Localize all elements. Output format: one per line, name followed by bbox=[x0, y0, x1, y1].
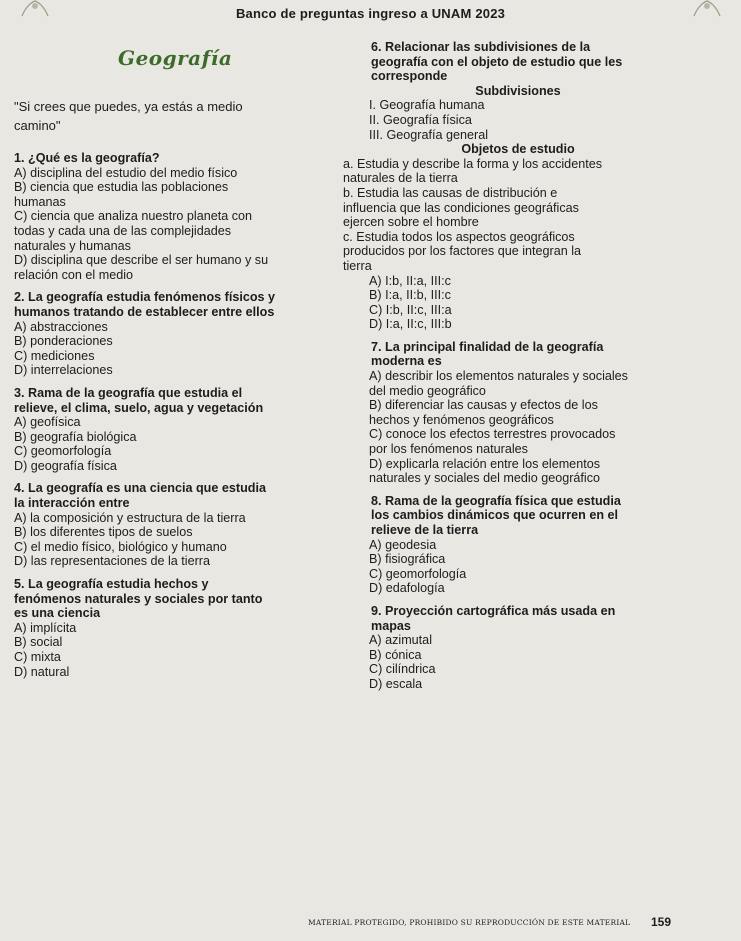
question-text: 2. La geografía estudia fenómenos físicos y bbox=[14, 290, 276, 305]
answer-option-cont: todas y cada una de las complejidades bbox=[14, 223, 232, 238]
question-text: fenómenos naturales y sociales por tanto bbox=[14, 591, 263, 606]
copyright-notice: MATERIAL PROTEGIDO, PROHIBIDO SU REPRODUCCIÓN DE ESTE MATERIAL bbox=[308, 918, 631, 927]
question-text: 5. La geografía estudia hechos y bbox=[14, 577, 209, 592]
question-7 bbox=[343, 340, 733, 486]
q6-options bbox=[343, 274, 733, 332]
answer-option[interactable]: D) interrelaciones bbox=[14, 363, 113, 378]
question-text: humanos tratando de establecer entre ellos bbox=[14, 304, 275, 319]
answer-option[interactable]: B) social bbox=[14, 635, 63, 650]
answer-option[interactable]: B) cónica bbox=[369, 647, 422, 662]
answer-option[interactable]: C) el medio físico, biológico y humano bbox=[14, 539, 227, 554]
answer-option[interactable]: A) describir los elementos naturales y sociales bbox=[369, 369, 628, 384]
answer-option[interactable]: D) disciplina que describe el ser humano y su bbox=[14, 253, 269, 268]
question-4 bbox=[14, 481, 344, 569]
question-text: es una ciencia bbox=[14, 606, 101, 621]
question-text: 9. Proyección cartográfica más usada en bbox=[371, 603, 616, 618]
answer-option-cont: humanas bbox=[14, 194, 66, 209]
object-item: c. Estudia todos los aspectos geográficos bbox=[343, 229, 575, 244]
q7-options bbox=[343, 369, 733, 486]
quote-line: "Si crees que puedes, ya estás a medio bbox=[14, 99, 243, 114]
answer-option-cont: por los fenómenos naturales bbox=[369, 442, 528, 457]
answer-option[interactable]: B) fisiográfica bbox=[369, 552, 446, 567]
object-item: b. Estudia las causas de distribución e bbox=[343, 185, 558, 200]
object-item: naturales de la tierra bbox=[343, 171, 458, 186]
question-text: 3. Rama de la geografía que estudia el bbox=[14, 385, 243, 400]
answer-option[interactable]: D) edafología bbox=[369, 581, 445, 596]
object-item: influencia que las condiciones geográficas bbox=[343, 200, 579, 215]
object-item: tierra bbox=[343, 258, 372, 273]
answer-option-cont: relación con el medio bbox=[14, 267, 134, 282]
question-text: relieve de la tierra bbox=[371, 523, 479, 537]
object-item: a. Estudia y describe la forma y los accidentes bbox=[343, 156, 602, 171]
answer-option-cont: naturales y humanas bbox=[14, 238, 131, 253]
page-number: 159 bbox=[651, 915, 672, 929]
answer-option[interactable]: B) diferenciar las causas y efectos de los bbox=[369, 398, 598, 413]
geografia-logo: Geografía bbox=[118, 46, 233, 70]
answer-option[interactable]: A) la composición y estructura de la tierra bbox=[14, 510, 246, 525]
answer-option[interactable]: A) I:b, II:a, III:c bbox=[369, 273, 451, 288]
answer-option-cont: del medio geográfico bbox=[369, 383, 486, 398]
right-column bbox=[343, 40, 733, 700]
answer-option[interactable]: A) geofísica bbox=[14, 415, 81, 430]
question-5 bbox=[14, 577, 344, 679]
question-text: 7. La principal finalidad de la geografía bbox=[371, 339, 604, 354]
question-text: 8. Rama de la geografía física que estudia bbox=[371, 493, 621, 508]
answer-option[interactable]: C) conoce los efectos terrestres provocados bbox=[369, 427, 616, 442]
question-text: corresponde bbox=[371, 69, 448, 84]
subdivisions-heading: Subdivisiones bbox=[475, 83, 561, 98]
motivational-quote bbox=[14, 97, 314, 135]
answer-option[interactable]: B) ponderaciones bbox=[14, 334, 113, 349]
answer-option[interactable]: A) abstracciones bbox=[14, 319, 108, 334]
objects-list bbox=[343, 157, 733, 274]
answer-option[interactable]: A) implícita bbox=[14, 620, 77, 635]
answer-option[interactable]: D) geografía física bbox=[14, 458, 117, 473]
subdivision-item: II. Geografía física bbox=[369, 112, 472, 127]
answer-option[interactable]: C) geomorfología bbox=[369, 566, 467, 581]
objects-heading: Objetos de estudio bbox=[461, 142, 575, 157]
question-text: 6. Relacionar las subdivisiones de la bbox=[371, 40, 591, 54]
quote-line: camino" bbox=[14, 118, 61, 133]
answer-option[interactable]: D) las representaciones de la tierra bbox=[14, 554, 210, 569]
question-text: 4. La geografía es una ciencia que estudia bbox=[14, 481, 266, 496]
answer-option[interactable]: B) I:a, II:b, III:c bbox=[369, 288, 451, 303]
page-header-title: Banco de preguntas ingreso a UNAM 2023 bbox=[235, 6, 506, 21]
question-text: geografía con el objeto de estudio que les bbox=[371, 54, 623, 69]
q8-options bbox=[343, 538, 733, 596]
question-3 bbox=[14, 386, 344, 474]
answer-option-cont: naturales y sociales del medio geográfico bbox=[369, 471, 601, 486]
answer-option[interactable]: C) geomorfología bbox=[14, 444, 112, 459]
object-item: producidos por los factores que integran la bbox=[343, 244, 582, 259]
question-6 bbox=[343, 40, 733, 332]
answer-option[interactable]: B) ciencia que estudia las poblaciones bbox=[14, 180, 229, 195]
question-text: relieve, el clima, suelo, agua y vegetación bbox=[14, 400, 264, 415]
answer-option[interactable]: D) explicarla relación entre los elementos bbox=[369, 456, 600, 471]
question-text: la interacción entre bbox=[14, 496, 130, 511]
subdivision-item: III. Geografía general bbox=[369, 127, 489, 142]
answer-option[interactable]: D) natural bbox=[14, 664, 70, 679]
answer-option[interactable]: C) ciencia que analiza nuestro planeta con bbox=[14, 209, 253, 224]
question-text: los cambios dinámicos que ocurren en el bbox=[371, 508, 619, 523]
answer-option[interactable]: A) geodesia bbox=[369, 537, 437, 552]
subdivision-item: I. Geografía humana bbox=[369, 98, 485, 113]
answer-option[interactable]: A) azimutal bbox=[369, 633, 432, 648]
question-text: 1. ¿Qué es la geografía? bbox=[14, 151, 160, 165]
question-2 bbox=[14, 290, 344, 378]
answer-option[interactable]: C) mediciones bbox=[14, 348, 95, 363]
answer-option[interactable]: D) I:a, II:c, III:b bbox=[369, 317, 452, 332]
question-1 bbox=[14, 151, 344, 282]
question-9 bbox=[343, 604, 733, 692]
answer-option-cont: hechos y fenómenos geográficos bbox=[369, 412, 554, 427]
subdivisions-list bbox=[343, 98, 733, 142]
answer-option[interactable]: B) los diferentes tipos de suelos bbox=[14, 525, 193, 540]
question-text: mapas bbox=[371, 618, 411, 633]
object-item: ejercen sobre el hombre bbox=[343, 215, 479, 230]
answer-option[interactable]: A) disciplina del estudio del medio físico bbox=[14, 165, 238, 180]
answer-option[interactable]: C) cilíndrica bbox=[369, 662, 436, 677]
left-column bbox=[14, 151, 344, 687]
question-8 bbox=[343, 494, 733, 596]
q9-options bbox=[343, 633, 733, 691]
answer-option[interactable]: C) I:b, II:c, III:a bbox=[369, 302, 452, 317]
answer-option[interactable]: C) mixta bbox=[14, 650, 61, 664]
answer-option[interactable]: D) escala bbox=[369, 676, 423, 691]
answer-option[interactable]: B) geografía biológica bbox=[14, 429, 137, 444]
question-text: moderna es bbox=[371, 354, 442, 369]
